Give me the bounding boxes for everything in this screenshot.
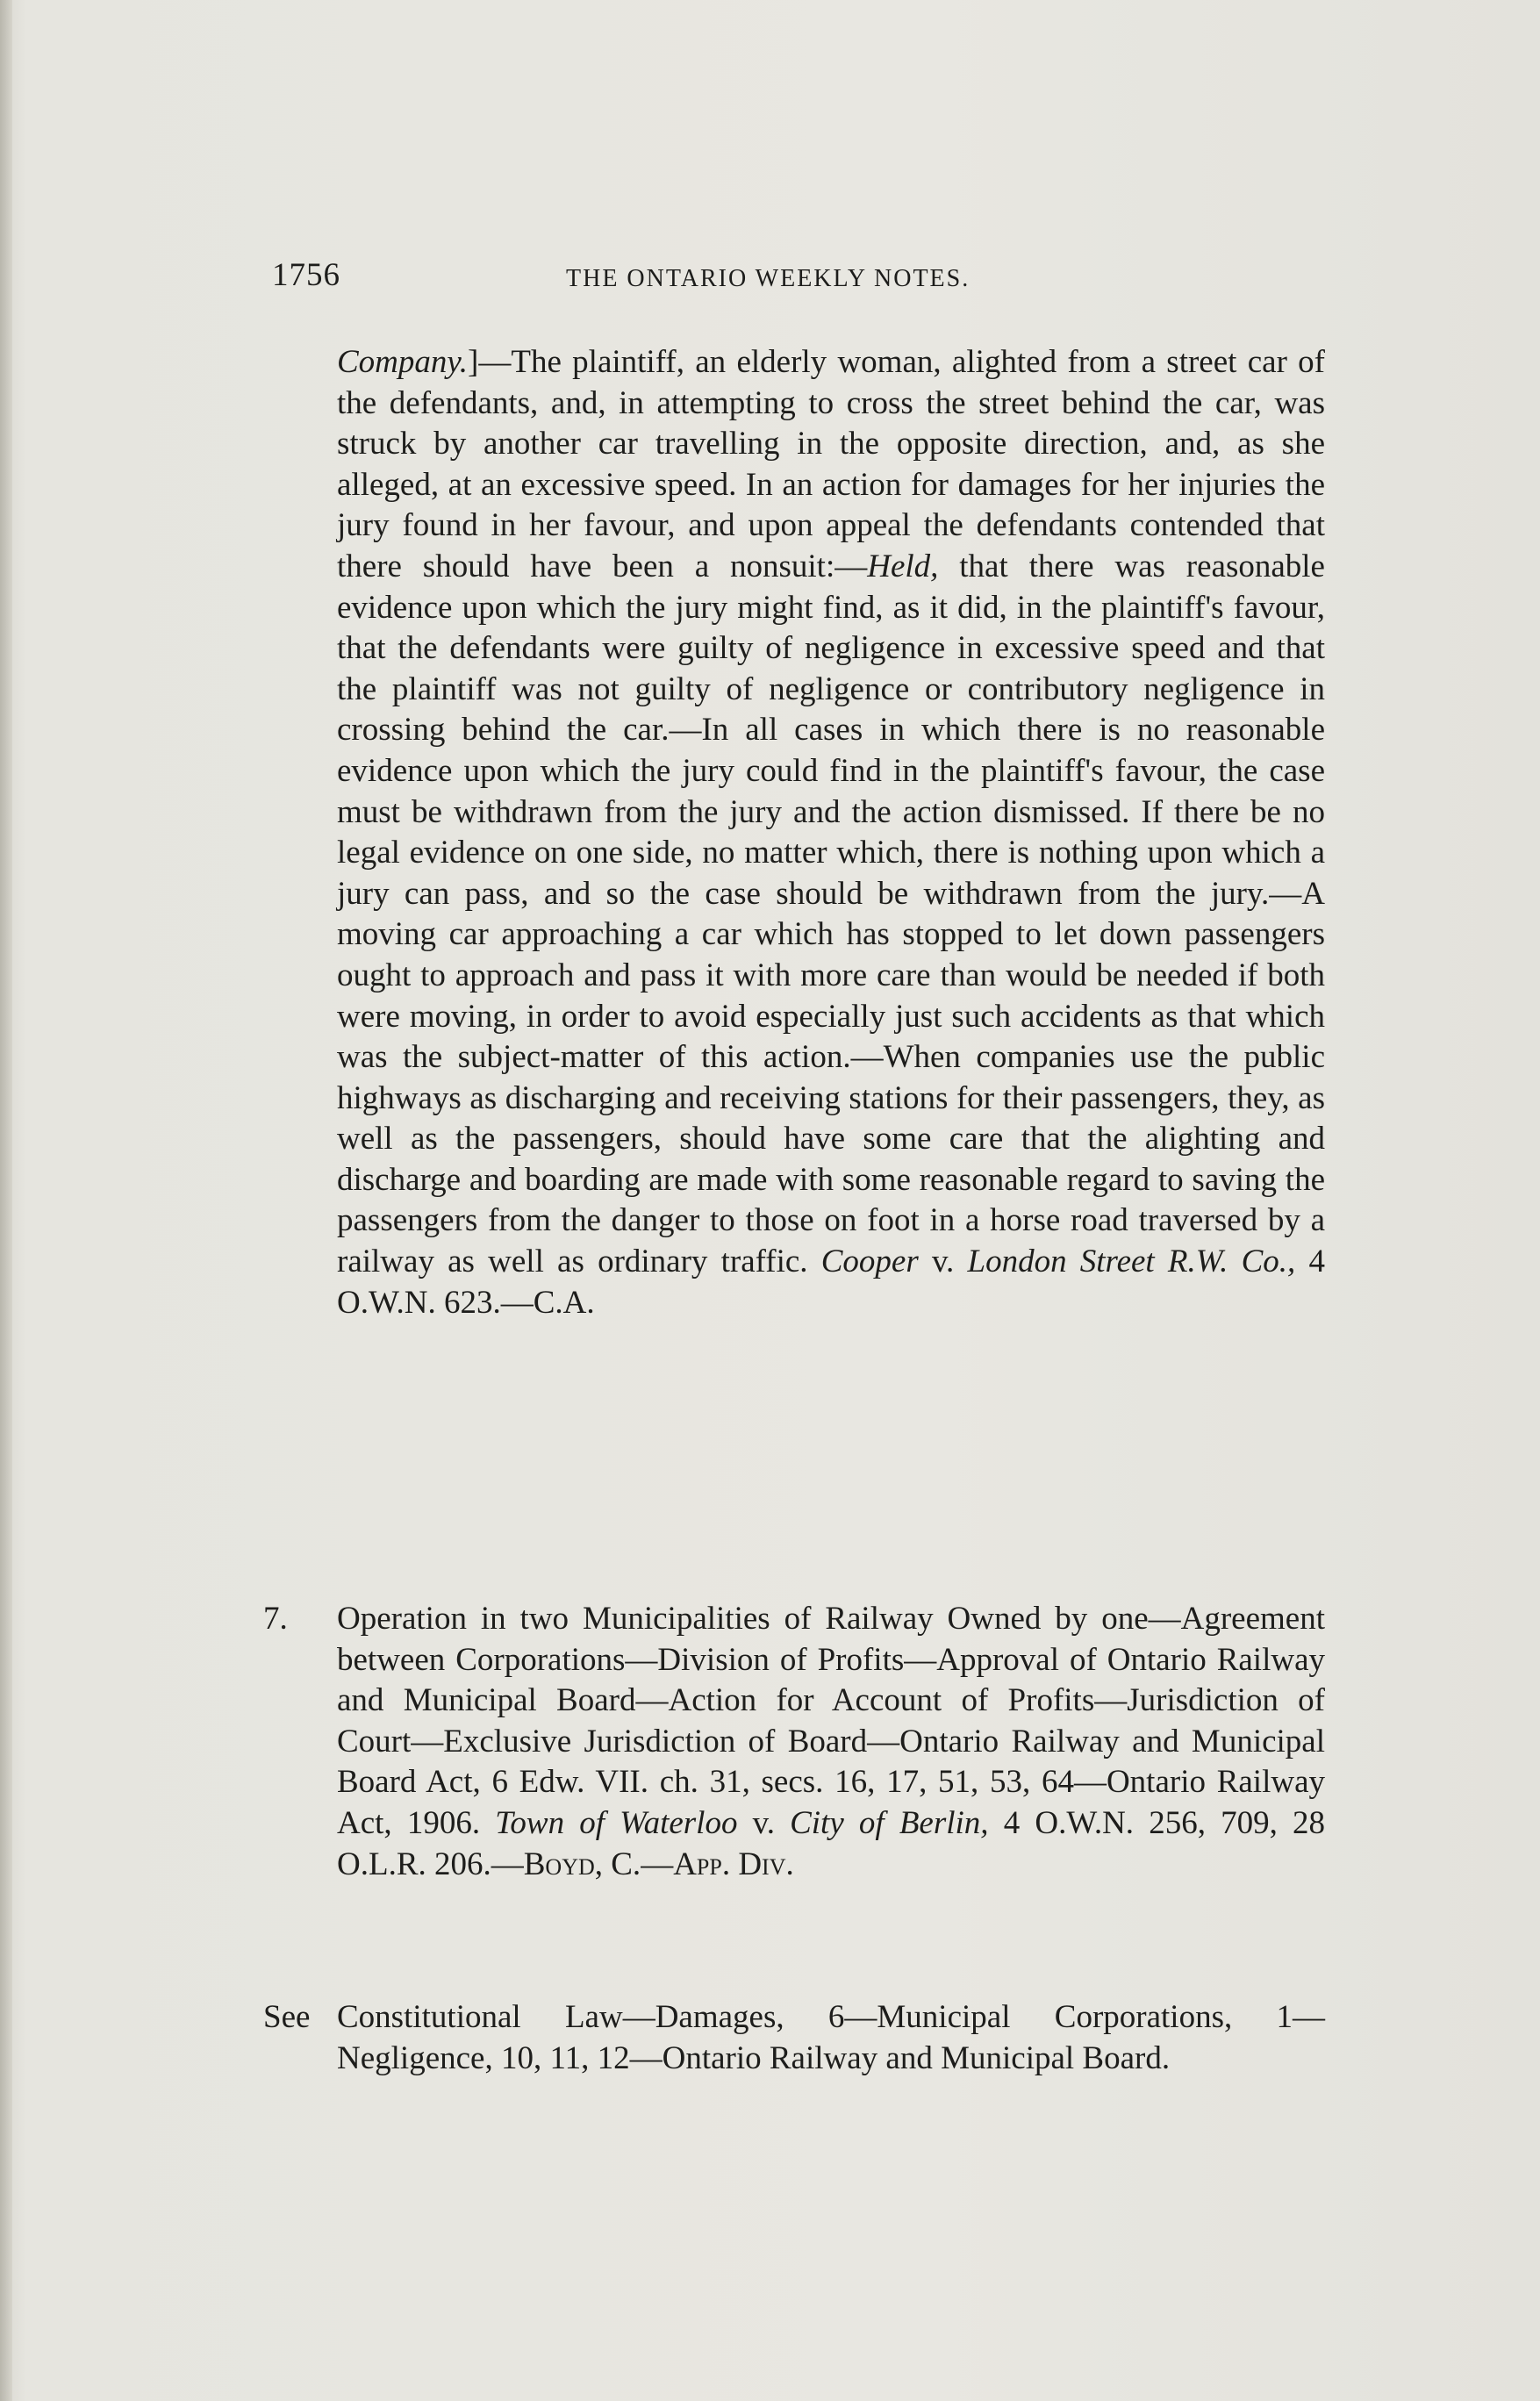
case-party-a: Cooper [820,1244,919,1280]
bracket: ] [468,344,479,380]
entry-text-2: that there was reasonable evidence upon which the jury might find, as it did, in the plaintiff's favour, that the defendants were guilty of negligence in excessive speed and that the plaintiff was not guilty of negligence or contributory negligence in crossing behind the car.—In all cases in which there is no reasonable evidence upon which the jury could find in the plaintiff's favour, the case must be withdrawn from the jury and the action dismissed. If there be no legal evidence on one side, no matter which, there is nothing upon which a jury can pass, and so the case should be withdrawn from the jury.—A moving car approaching a car which has stopped to let down passengers ought to approach and pass it with more care than would be needed if both were moving, in order to avoid especially just such accidents as that which was the subject-matter of this action.—When companies use the public highways as discharging and receiving stations for their passengers, they, as well as the passengers, should have some care that the alighting and discharge and boarding are made with some reasonable regard to saving the passengers from the danger to those on foot in a horse road traversed by a railway as well as ordinary traffic. [337,548,1325,1280]
case-versus: v. [737,1804,791,1841]
page-header [272,256,1325,300]
see-lead: See [263,1999,311,2035]
entry-7-body [337,1599,1325,1885]
entry-continuation [337,342,1325,1323]
held-word: Held, [867,548,939,584]
case-party-b: City of Berlin, [790,1804,989,1841]
case-party-b: London Street R.W. Co., [967,1244,1296,1280]
intro-italic: Company. [337,344,469,380]
entry-number: 7. [263,1601,288,1637]
judge-name: Boyd, C. [523,1846,641,1882]
case-party-a: Town of Waterloo [495,1804,738,1841]
case-citation: 4 O.W.N. 256, 709, 28 O.L.R. 206.— [337,1804,1325,1882]
running-head: THE ONTARIO WEEKLY NOTES. [566,265,971,292]
entry-paragraph [337,342,1325,1323]
see-also-text: Constitutional Law—Damages, 6—Municipal Corporations, 1—Negligence, 10, 11, 12—Ontario Railway and Municipal Board. [337,1999,1325,2076]
page-number: 1756 [272,257,340,293]
see-also-entry [263,1997,1325,2079]
numbered-entry-7 [263,1599,1325,1885]
dash: — [641,1846,674,1882]
entry-7-text: Operation in two Municipalities of Railway Owned by one—Agreement between Corporations—Division of Profits—Approval of Ontario Railway and Municipal Board—Action for Account of Profits—Jurisdiction of Court—Exclusive Jurisdiction of Board—Ontario Railway and Municipal Board Act, 6 Edw. VII. ch. 31, secs. 16, 17, 51, 53, 64—Ontario Railway Act, 1906. [337,1601,1325,1841]
court-name: App. Div. [673,1846,794,1882]
entry-text-1: —The plaintiff, an elderly woman, alighted from a street car of the defendants, and, in attempting to cross the street behind the car, was struck by another car travelling in the opposite direction, and, as she alleged, at an excessive speed. In an action for damages for her injuries the jury found in her favour, and upon appeal the defendants contended that there should have been a nonsuit:— [337,344,1325,584]
case-versus: v. [918,1244,968,1280]
case-citation: 4 O.W.N. 623.—C.A. [337,1244,1325,1321]
page-edge [0,0,12,2401]
